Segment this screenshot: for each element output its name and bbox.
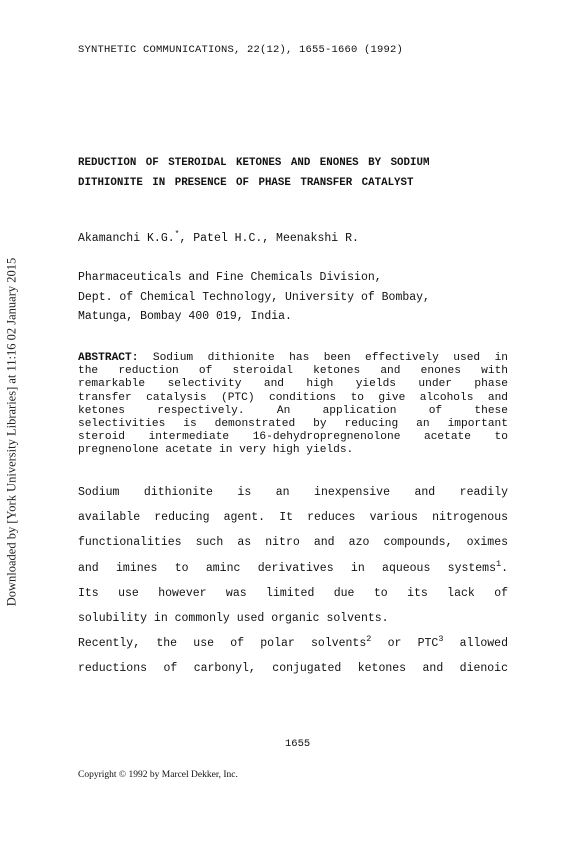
author-list [78, 230, 359, 245]
corresponding-mark: * [174, 230, 180, 239]
affiliation [78, 268, 430, 327]
abstract-line: the reduction of steroidal ketones and enones with [78, 365, 508, 378]
body-line: and imines to aminc derivatives in aqueous systems$^1$. [78, 558, 508, 575]
body-line: solubility in commonly used organic solvents. [78, 612, 389, 626]
abstract-line: pregnenolone acetate in very high yields. [78, 444, 354, 457]
body-text [78, 480, 508, 682]
author-first: Akamanchi K.G. [78, 231, 175, 245]
abstract-line: ABSTRACT: Sodium dithionite has been effectively used in [78, 352, 508, 364]
affiliation-line: Pharmaceuticals and Fine Chemicals Division, [78, 271, 382, 284]
reference-marker: 2 [366, 634, 372, 645]
abstract-line: transfer catalysis (PTC) conditions to give alcohols and [78, 391, 508, 404]
title-line: REDUCTION OF STEROIDAL KETONES AND ENONES BY SODIUM [78, 157, 430, 169]
abstract [78, 352, 508, 458]
copyright-notice: Copyright © 1992 by Marcel Dekker, Inc. [78, 770, 238, 780]
download-note: Downloaded by [York University Libraries] at 11:16 02 January 2015 [4, 257, 19, 607]
abstract-line: ketones respectively. An application of these [78, 404, 508, 417]
journal-header: SYNTHETIC COMMUNICATIONS, 22(12), 1655-1660 (1992) [78, 44, 404, 56]
abstract-line: selectivities is demonstrated by reducing an important [78, 418, 508, 431]
body-line: available reducing agent. It reduces various nitrogenous [78, 511, 508, 525]
body-line: Sodium dithionite is an inexpensive and readily [78, 486, 508, 499]
body-line: Recently, the use of polar solvents$^2$ or PTC$^3$ allowed [78, 634, 508, 651]
affiliation-line: Dept. of Chemical Technology, University of Bombay, [78, 290, 430, 304]
reference-marker: 1 [495, 558, 502, 569]
body-line: Its use however was limited due to its lack of [78, 586, 508, 600]
title-line: DITHIONITE IN PRESENCE OF PHASE TRANSFER CATALYST [78, 177, 414, 189]
reference-marker: 3 [438, 634, 444, 645]
affiliation-line: Matunga, Bombay 400 019, India. [78, 310, 292, 323]
abstract-line: steroid intermediate 16-dehydropregnenolone acetate to [78, 431, 508, 444]
page-number: 1655 [285, 738, 311, 750]
body-line: functionalities such as nitro and azo compounds, oximes [78, 536, 508, 550]
article-title [78, 153, 510, 193]
abstract-label: ABSTRACT: [78, 352, 139, 364]
author-rest: , Patel H.C., Meenakshi R. [179, 231, 359, 245]
body-line: reductions of carbonyl, conjugated ketones and dienoic [78, 662, 508, 676]
abstract-line: remarkable selectivity and high yields under phase [78, 378, 508, 391]
